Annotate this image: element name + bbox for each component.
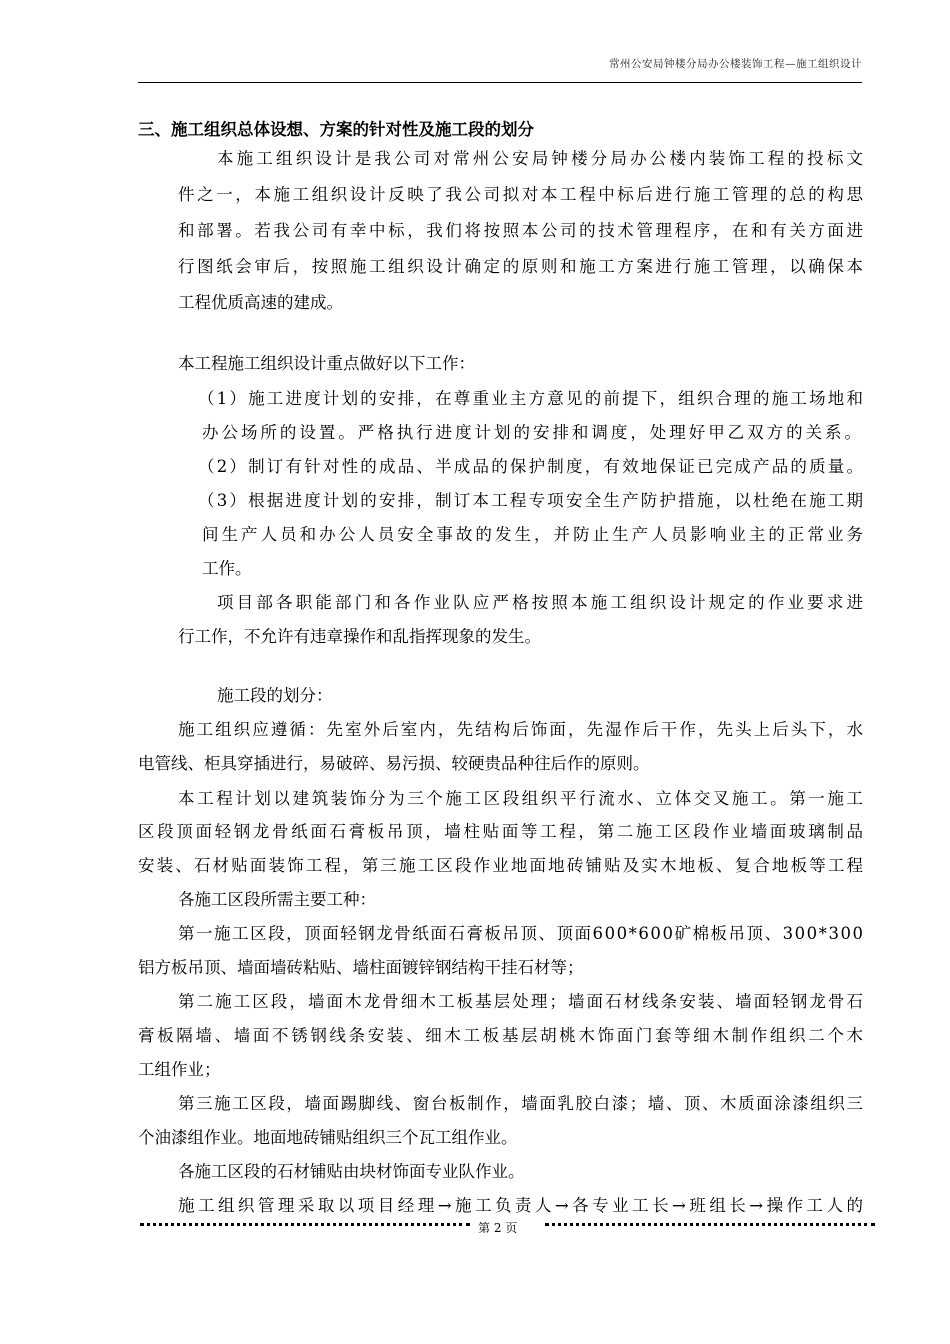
body-line: 工程优质高速的建成。	[178, 293, 343, 312]
page-number: 第 2 页	[478, 1221, 518, 1235]
body-line: 件之一，本施工组织设计反映了我公司拟对本工程中标后进行施工管理的总的构思	[178, 185, 866, 204]
body-line: （3）根据进度计划的安排，制订本工程专项安全生产防护措施，以杜绝在施工期	[198, 491, 866, 510]
section-heading: 三、施工组织总体设想、方案的针对性及施工段的划分	[138, 120, 534, 139]
page-header-title: 常州公安局钟楼分局办公楼装饰工程—施工组织设计	[609, 58, 862, 70]
body-line: 第三施工区段，墙面踢脚线、窗台板制作，墙面乳胶白漆；墙、顶、木质面涂漆组织三	[178, 1094, 865, 1113]
footer-dashed-line-right	[545, 1223, 875, 1226]
body-line: 第二施工区段，墙面木龙骨细木工板基层处理；墙面石材线条安装、墙面轻钢龙骨石	[178, 992, 866, 1011]
body-line: 本工程计划以建筑装饰分为三个施工区段组织平行流水、立体交叉施工。第一施工	[178, 789, 866, 808]
body-line: 施工组织管理采取以项目经理→施工负责人→各专业工长→班组长→操作工人的	[178, 1196, 867, 1215]
body-line: 施工组织应遵循：先室外后室内，先结构后饰面，先湿作后干作，先头上后头下，水	[178, 720, 866, 739]
body-line: 第一施工区段，顶面轻钢龙骨纸面石膏板吊顶、顶面600*600矿棉板吊顶、300*300	[178, 924, 865, 943]
body-line: 膏板隔墙、墙面不锈钢线条安装、细木工板基层胡桃木饰面门套等细木制作组织二个木	[138, 1026, 866, 1045]
body-line: 电管线、柜具穿插进行，易破碎、易污损、较硬贵品种往后作的原则。	[138, 754, 650, 773]
header-divider	[138, 82, 862, 83]
body-line: （2）制订有针对性的成品、半成品的保护制度，有效地保证已完成产品的质量。	[198, 457, 866, 476]
body-line: 区段顶面轻钢龙骨纸面石膏板吊顶，墙柱贴面等工程，第二施工区段作业墙面玻璃制品	[138, 822, 866, 841]
body-line: （1）施工进度计划的安排，在尊重业主方意见的前提下，组织合理的施工场地和	[198, 389, 866, 408]
body-line: 铝方板吊顶、墙面墙砖粘贴、墙柱面镀锌钢结构干挂石材等；	[138, 958, 584, 977]
body-line: 个油漆组作业。地面地砖铺贴组织三个瓦工组作业。	[138, 1128, 518, 1147]
body-line: 各施工区段的石材铺贴由块材饰面专业队作业。	[178, 1162, 525, 1181]
body-line: 和部署。若我公司有幸中标，我们将按照本公司的技术管理程序，在和有关方面进	[178, 221, 866, 240]
body-line: 间生产人员和办公人员安全事故的发生，并防止生产人员影响业主的正常业务	[202, 525, 867, 544]
body-line: 安装、石材贴面装饰工程，第三施工区段作业地面地砖铺贴及实木地板、复合地板等工程	[138, 856, 866, 875]
body-line: 项目部各职能部门和各作业队应严格按照本施工组织设计规定的作业要求进	[217, 593, 867, 612]
body-line: 办公场所的设置。严格执行进度计划的安排和调度，处理好甲乙双方的关系。	[202, 423, 864, 442]
body-line: 各施工区段所需主要工种：	[178, 890, 376, 909]
footer-dashed-line-left	[140, 1223, 470, 1226]
body-line: 工组作业；	[138, 1060, 221, 1079]
body-line: 行工作，不允许有违章操作和乱指挥现象的发生。	[178, 627, 541, 646]
body-line: 本工程施工组织设计重点做好以下工作：	[178, 354, 475, 373]
body-line: 行图纸会审后，按照施工组织设计确定的原则和施工方案进行施工管理，以确保本	[178, 257, 866, 276]
body-line: 施工段的划分：	[217, 686, 333, 705]
body-line: 工作。	[202, 559, 252, 578]
body-line: 本施工组织设计是我公司对常州公安局钟楼分局办公楼内装饰工程的投标文	[217, 149, 867, 168]
